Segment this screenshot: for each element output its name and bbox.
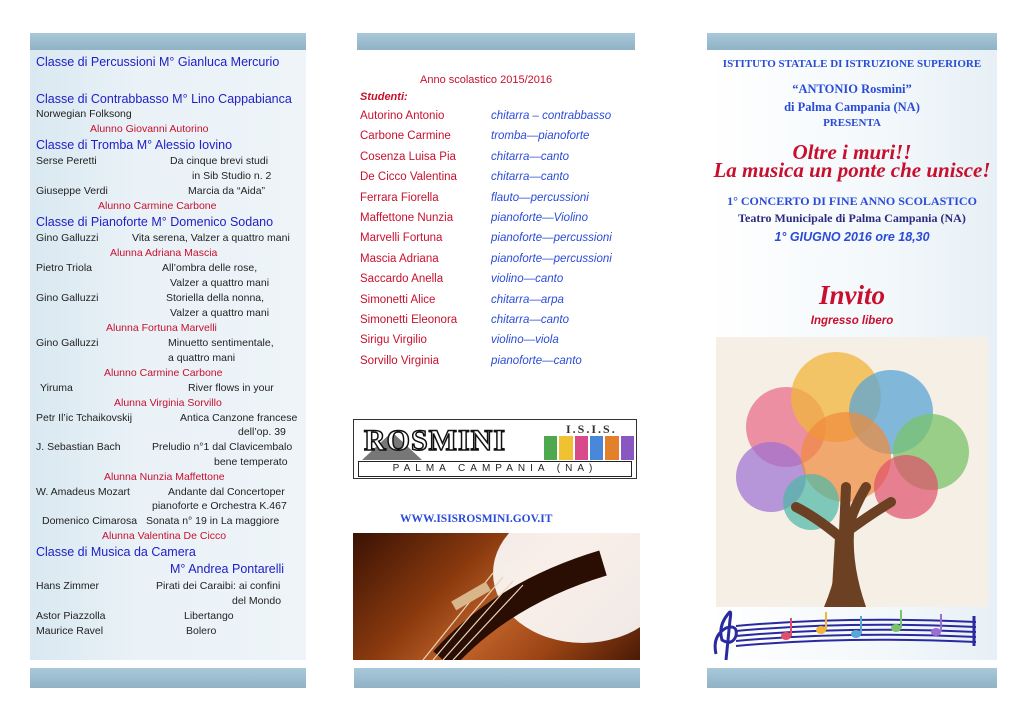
- piece-title: All’ombra delle rose,: [162, 262, 258, 274]
- invito-title: Invito: [818, 280, 885, 310]
- piece-title: Marcia da “Aida”: [188, 185, 266, 197]
- student-list-instruments: tromba—pianoforte: [491, 130, 590, 143]
- piece-title: del Mondo: [232, 595, 282, 607]
- piece-title: Da cinque brevi studi: [170, 155, 269, 167]
- composer: Petr Il’ic Tchaikovskij: [36, 412, 133, 424]
- website-link[interactable]: WWW.ISISROSMINI.GOV.IT: [400, 513, 553, 525]
- section-trumpet: Classe di Tromba M° Alessio Iovino: [36, 138, 233, 152]
- student-list-name: Simonetti Eleonora: [360, 314, 458, 326]
- student-name: Alunna Adriana Mascia: [110, 247, 218, 259]
- student-list-instruments: violino—viola: [491, 334, 559, 347]
- piece-title: Norwegian Folksong: [36, 108, 132, 120]
- piece-title: Bolero: [186, 625, 217, 637]
- top-bar-left: [30, 33, 306, 50]
- piece-title: Sonata n° 19 in La maggiore: [146, 515, 280, 527]
- student-list-instruments: pianoforte—Violino: [491, 212, 588, 224]
- student-list-name: De Cicco Valentina: [360, 171, 457, 184]
- student-name: Alunno Giovanni Autorino: [90, 123, 209, 135]
- logo-portraits: [544, 436, 634, 460]
- bottom-bar-middle: [354, 668, 640, 688]
- piece-title: Pirati dei Caraibi: ai confini: [156, 580, 281, 592]
- free-entry: Ingresso libero: [810, 315, 894, 327]
- piece-title: pianoforte e Orchestra K.467: [152, 500, 287, 512]
- composer: W. Amadeus Mozart: [36, 486, 130, 498]
- logo-isis-text: I.S.I.S.: [566, 422, 617, 436]
- logo-city-text: PALMA CAMPANIA (NA): [358, 461, 632, 477]
- school-city: di Palma Campania (NA): [784, 100, 920, 114]
- student-name: Alunno Carmine Carbone: [98, 200, 217, 212]
- student-name: Alunno Carmine Carbone: [104, 367, 223, 379]
- top-bar-right: [707, 33, 997, 50]
- piece-title: Storiella della nonna,: [166, 292, 265, 304]
- student-list-name: Simonetti Alice: [360, 293, 436, 306]
- piece-title: Antica Canzone francese: [180, 412, 298, 424]
- student-list-instruments: chitarra – contrabbasso: [491, 110, 612, 122]
- chamber-teacher: M° Andrea Pontarelli: [170, 562, 285, 576]
- section-chamber-music: Classe di Musica da Camera: [36, 545, 196, 559]
- piece-title: Preludio n°1 dal Clavicembalo: [152, 441, 293, 453]
- student-list-name: Cosenza Luisa Pia: [360, 150, 456, 163]
- piece-title: Valzer a quattro mani: [170, 277, 270, 289]
- student-list-instruments: pianoforte—percussioni: [491, 232, 612, 245]
- music-tree-image: [716, 337, 988, 607]
- student-list-instruments: chitarra—arpa: [491, 293, 564, 306]
- student-list-instruments: flauto—percussioni: [491, 191, 589, 204]
- venue: Teatro Municipale di Palma Campania (NA): [738, 211, 966, 225]
- top-bar-middle: [357, 33, 635, 50]
- student-list-name: Sirigu Virgilio: [360, 334, 427, 347]
- student-list-name: Sorvillo Virginia: [360, 354, 440, 367]
- bottom-bar-right: [707, 668, 997, 688]
- composer: Maurice Ravel: [36, 625, 104, 637]
- school-name: “ANTONIO Rosmini”: [792, 82, 912, 96]
- student-list-name: Mascia Adriana: [360, 252, 439, 265]
- student-list-name: Carbone Carmine: [360, 130, 451, 143]
- student-list-name: Autorino Antonio: [360, 110, 445, 122]
- student-list-name: Ferrara Fiorella: [360, 191, 439, 204]
- student-list-instruments: chitarra—canto: [491, 171, 569, 184]
- composer: Yiruma: [40, 382, 73, 394]
- piece-title: Andante dal Concertoper: [168, 486, 285, 498]
- composer: Astor Piazzolla: [36, 610, 106, 622]
- school-logo: [353, 419, 637, 479]
- student-name: Alunna Virginia Sorvillo: [114, 397, 222, 409]
- piece-title: bene temperato: [214, 456, 288, 468]
- piece-title: Valzer a quattro mani: [170, 307, 270, 319]
- student-name: Alunna Valentina De Cicco: [102, 530, 227, 542]
- student-list-instruments: chitarra—canto: [491, 314, 569, 326]
- treble-clef-staff-icon: [706, 606, 980, 662]
- composer: Domenico Cimarosa: [42, 515, 138, 527]
- piece-title: a quattro mani: [168, 352, 236, 364]
- student-list-instruments: chitarra—canto: [491, 150, 569, 163]
- student-list-name: Marvelli Fortuna: [360, 232, 443, 245]
- bottom-bar-left: [30, 668, 306, 688]
- concert-title: 1° CONCERTO DI FINE ANNO SCOLASTICO: [727, 194, 977, 208]
- student-list-instruments: pianoforte—canto: [491, 354, 582, 367]
- logo-main-text: ROSMINI: [364, 424, 507, 457]
- violin-image: [353, 533, 640, 660]
- composer: J. Sebastian Bach: [36, 441, 121, 453]
- student-list-name: Saccardo Anella: [360, 273, 444, 286]
- motto-line-2: La musica un ponte che unisce!: [713, 158, 991, 182]
- student-list-name: Maffettone Nunzia: [360, 212, 454, 224]
- composer: Gino Galluzzi: [36, 337, 99, 349]
- school-year: Anno scolastico 2015/2016: [420, 74, 553, 86]
- student-name: Alunna Fortuna Marvelli: [106, 322, 217, 334]
- composer: Gino Galluzzi: [36, 292, 99, 304]
- piece-title: dell’op. 39: [238, 426, 286, 438]
- composer: Serse Peretti: [36, 155, 97, 167]
- section-double-bass: Classe di Contrabbasso M° Lino Cappabianca: [36, 92, 292, 106]
- institute-type: ISTITUTO STATALE DI ISTRUZIONE SUPERIORE: [722, 58, 982, 70]
- student-list-instruments: violino—canto: [491, 273, 564, 286]
- section-piano: Classe di Pianoforte M° Domenico Sodano: [36, 215, 274, 229]
- tree-icon: [716, 337, 988, 607]
- composer: Giuseppe Verdi: [36, 185, 108, 197]
- section-percussion: Classe di Percussioni M° Gianluca Mercurio: [36, 55, 280, 69]
- piece-title: River flows in your: [188, 382, 274, 394]
- piece-title: Libertango: [184, 610, 234, 622]
- concert-date: 1° GIUGNO 2016 ore 18,30: [774, 230, 930, 244]
- student-name: Alunna Nunzia Maffettone: [104, 471, 225, 483]
- composer: Hans Zimmer: [36, 580, 100, 592]
- piece-title: in Sib Studio n. 2: [192, 170, 272, 182]
- piece-title: Vita serena, Valzer a quattro mani: [132, 232, 290, 244]
- music-staff-image: [706, 606, 980, 662]
- composer: Pietro Triola: [36, 262, 93, 274]
- presents-text: PRESENTA: [823, 117, 881, 129]
- piece-title: Minuetto sentimentale,: [168, 337, 274, 349]
- motto-line-1: Oltre i muri!!: [792, 140, 912, 164]
- composer: Gino Galluzzi: [36, 232, 99, 244]
- student-list-instruments: pianoforte—percussioni: [491, 252, 612, 265]
- violin-strings-icon: [353, 533, 640, 660]
- students-label: Studenti:: [360, 91, 408, 103]
